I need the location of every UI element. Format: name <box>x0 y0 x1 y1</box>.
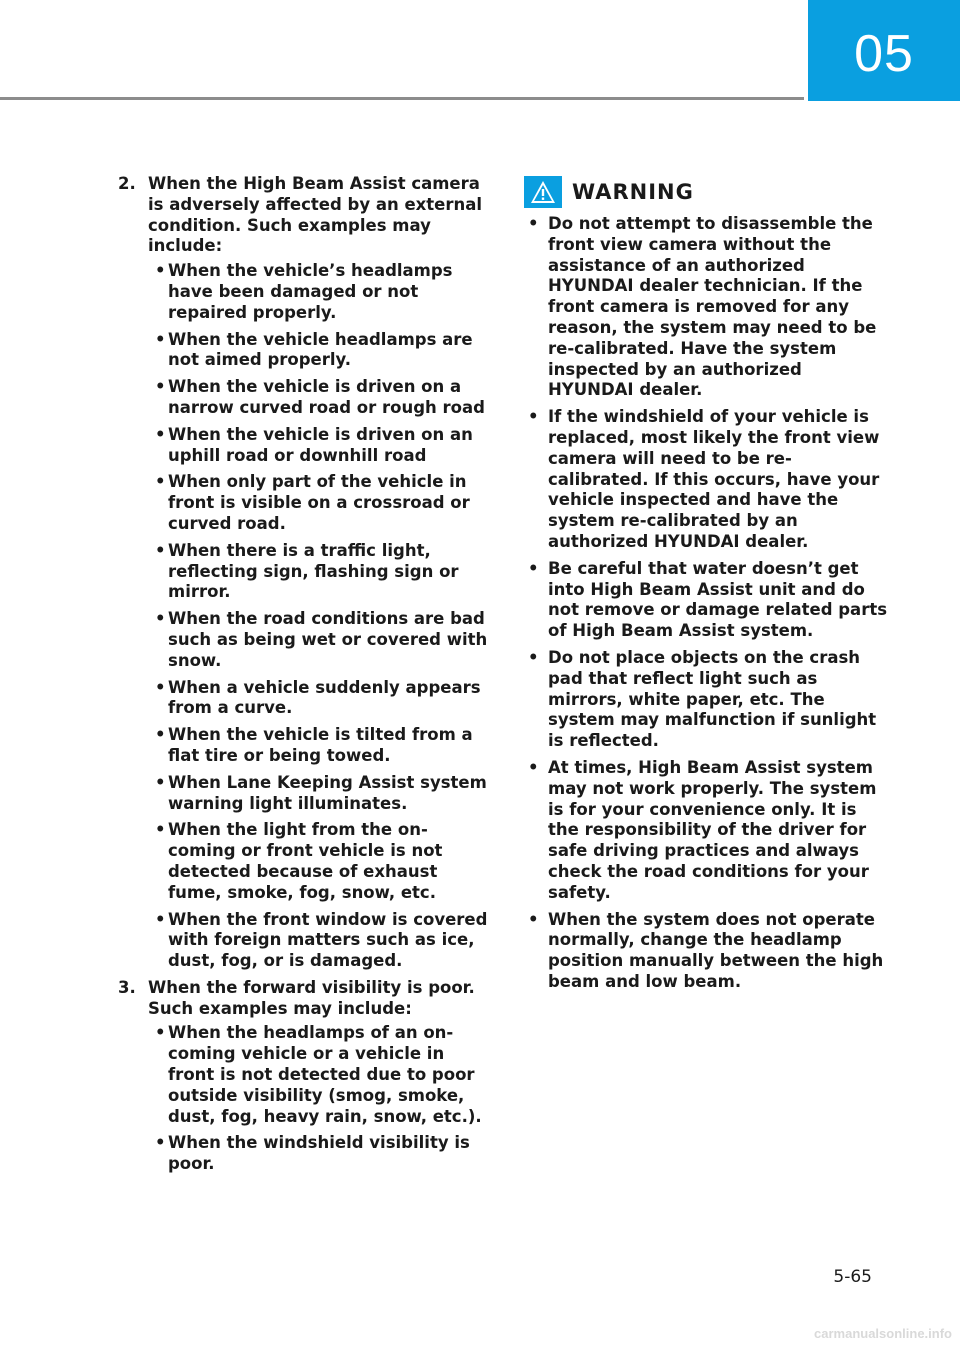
bullet-icon: • <box>155 725 166 745</box>
bullet-icon: • <box>155 377 166 397</box>
sub-list <box>148 1023 494 1175</box>
warning-header <box>522 174 892 210</box>
list-item: • When the vehicle is tilted from a flat tire or being towed. <box>155 725 473 765</box>
list-item: • Do not attempt to disassemble the front view camera without the assistance of an authorized HYUNDAI dealer technician. If the front camera is removed for any reason, the system may need to be re-calibrated. Have the system inspected by an authorized HYUNDAI dealer. <box>528 214 877 400</box>
bullet-icon: • <box>155 609 166 629</box>
list-item: • When Lane Keeping Assist system warning light illuminates. <box>155 772 487 813</box>
chapter-number: 05 <box>854 24 914 83</box>
list-item: • Be careful that water doesn’t get into High Beam Assist unit and do not remove or damage related parts of High Beam Assist system. <box>528 558 888 641</box>
watermark: carmanualsonline.info <box>814 1326 952 1341</box>
header-rule <box>0 97 804 100</box>
warning-box <box>522 174 892 999</box>
list-item: • When the headlamps of an on-coming vehicle or a vehicle in front is not detected due to poor outside visibility (smog, smoke, dust, fog, heavy rain, snow, etc.). <box>155 1023 482 1126</box>
page-number: 5-65 <box>833 1267 872 1287</box>
warning-triangle-icon <box>524 176 562 208</box>
bullet-icon: • <box>155 677 166 697</box>
list-item: • When the vehicle’s headlamps have been damaged or not repaired properly. <box>155 261 453 322</box>
list-item: • When a vehicle suddenly appears from a curve. <box>155 677 481 718</box>
item-text: When the forward visibility is poor. Such examples may include: <box>148 977 475 1018</box>
list-item: • When only part of the vehicle in front is visible on a crossroad or curved road. <box>155 472 470 533</box>
item-number: 3. <box>118 977 136 997</box>
list-item: • When the vehicle is driven on a narrow curved road or rough road <box>155 377 485 417</box>
bullet-icon: • <box>155 472 166 492</box>
list-item: • When the vehicle is driven on an uphill road or downhill road <box>155 424 473 465</box>
bullet-icon: • <box>155 820 166 840</box>
list-item: • When there is a traffic light, reflecting sign, flashing sign or mirror. <box>155 540 459 602</box>
warning-title: WARNING <box>572 179 694 204</box>
numbered-item-3 <box>118 978 494 1175</box>
bullet-icon: • <box>528 909 539 929</box>
numbered-item-2 <box>118 174 494 972</box>
list-item: • Do not place objects on the crash pad that reflect light such as mirrors, white paper, etc. The system may malfunction if sunlight is reflected. <box>528 647 877 751</box>
bullet-icon: • <box>155 261 166 281</box>
bullet-icon: • <box>528 647 539 667</box>
bullet-icon: • <box>155 329 166 349</box>
bullet-icon: • <box>155 540 166 560</box>
list-item: • When the vehicle headlamps are not aimed properly. <box>155 329 473 370</box>
list-item: • At times, High Beam Assist system may not work properly. The system is for your convenience only. It is the responsibility of the driver for safe driving practices and always check the road conditions for your safety. <box>528 757 877 902</box>
bullet-icon: • <box>155 909 166 929</box>
bullet-icon: • <box>155 424 166 444</box>
warning-list <box>522 214 892 993</box>
list-item: • When the system does not operate normally, change the headlamp position manually between the high beam and low beam. <box>528 909 884 991</box>
bullet-icon: • <box>528 757 539 777</box>
list-item: • When the road conditions are bad such as being wet or covered with snow. <box>155 609 488 670</box>
bullet-icon: • <box>528 558 539 578</box>
bullet-icon: • <box>155 1023 166 1043</box>
item-text: When the High Beam Assist camera is adversely affected by an external condition. Such examples may include: <box>148 174 483 256</box>
list-item: • When the light from the on-coming or front vehicle is not detected because of exhaust fume, smoke, fog, snow, etc. <box>155 820 443 902</box>
list-item: • When the front window is covered with foreign matters such as ice, dust, fog, or is damaged. <box>155 909 488 971</box>
bullet-icon: • <box>155 772 166 792</box>
list-item: • If the windshield of your vehicle is replaced, most likely the front view camera will need to be re-calibrated. If this occurs, have your vehicle inspected and have the system re-calibrated by an authorized HYUNDAI dealer. <box>528 407 880 551</box>
list-item: • When the windshield visibility is poor. <box>155 1133 470 1174</box>
chapter-tab <box>808 0 960 101</box>
bullet-icon: • <box>528 214 539 233</box>
bullet-icon: • <box>155 1133 166 1153</box>
bullet-icon: • <box>528 407 539 427</box>
sub-list <box>148 261 494 972</box>
left-column <box>118 174 494 1181</box>
item-number: 2. <box>118 174 136 193</box>
